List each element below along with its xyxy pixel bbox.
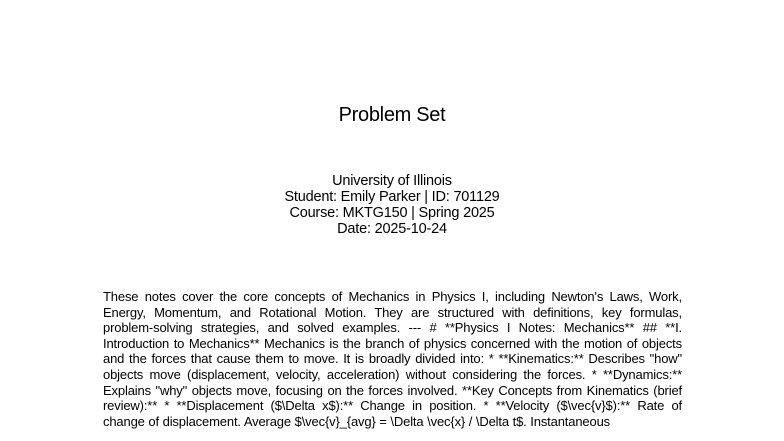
body-paragraph: These notes cover the core concepts of Mechanics in Physics I, including Newton's Laws, Work, Energy, Momentum, and Rotational Motion. They are structured with definitions, key formulas, problem-solving strategies, and solved examples. --- # **Physics I Notes: Mechanics** ## **I. Introduction to Mechanics** Mechanics is the branch of physics concerned with the motion of objects and the forces that cause them to move. It is broadly divided into: * **Kinematics:** Describes "how" objects move (displacement, velocity, acceleration) without considering the forces. * **Dynamics:** Explains "why" objects move, focusing on the forces involved. **Key Concepts from Kinematics (brief review):** * **Displacement ($\Delta x$):** Change in position. * **Velocity ($\vec{v}$):** Rate of change of displacement. Average $\vec{v}_{avg} = \Delta \vec{x} / \Delta t$. Instantaneous — [103, 289, 682, 429]
document-title: Problem Set — [338, 104, 446, 126]
document-date: Date: 2025-10-24 — [337, 221, 447, 237]
course-info: Course: MKTG150 | Spring 2025 — [289, 205, 495, 221]
student-info: Student: Emily Parker | ID: 701129 — [284, 189, 500, 205]
university-name: University of Illinois — [332, 173, 452, 189]
document-header — [0, 173, 784, 237]
